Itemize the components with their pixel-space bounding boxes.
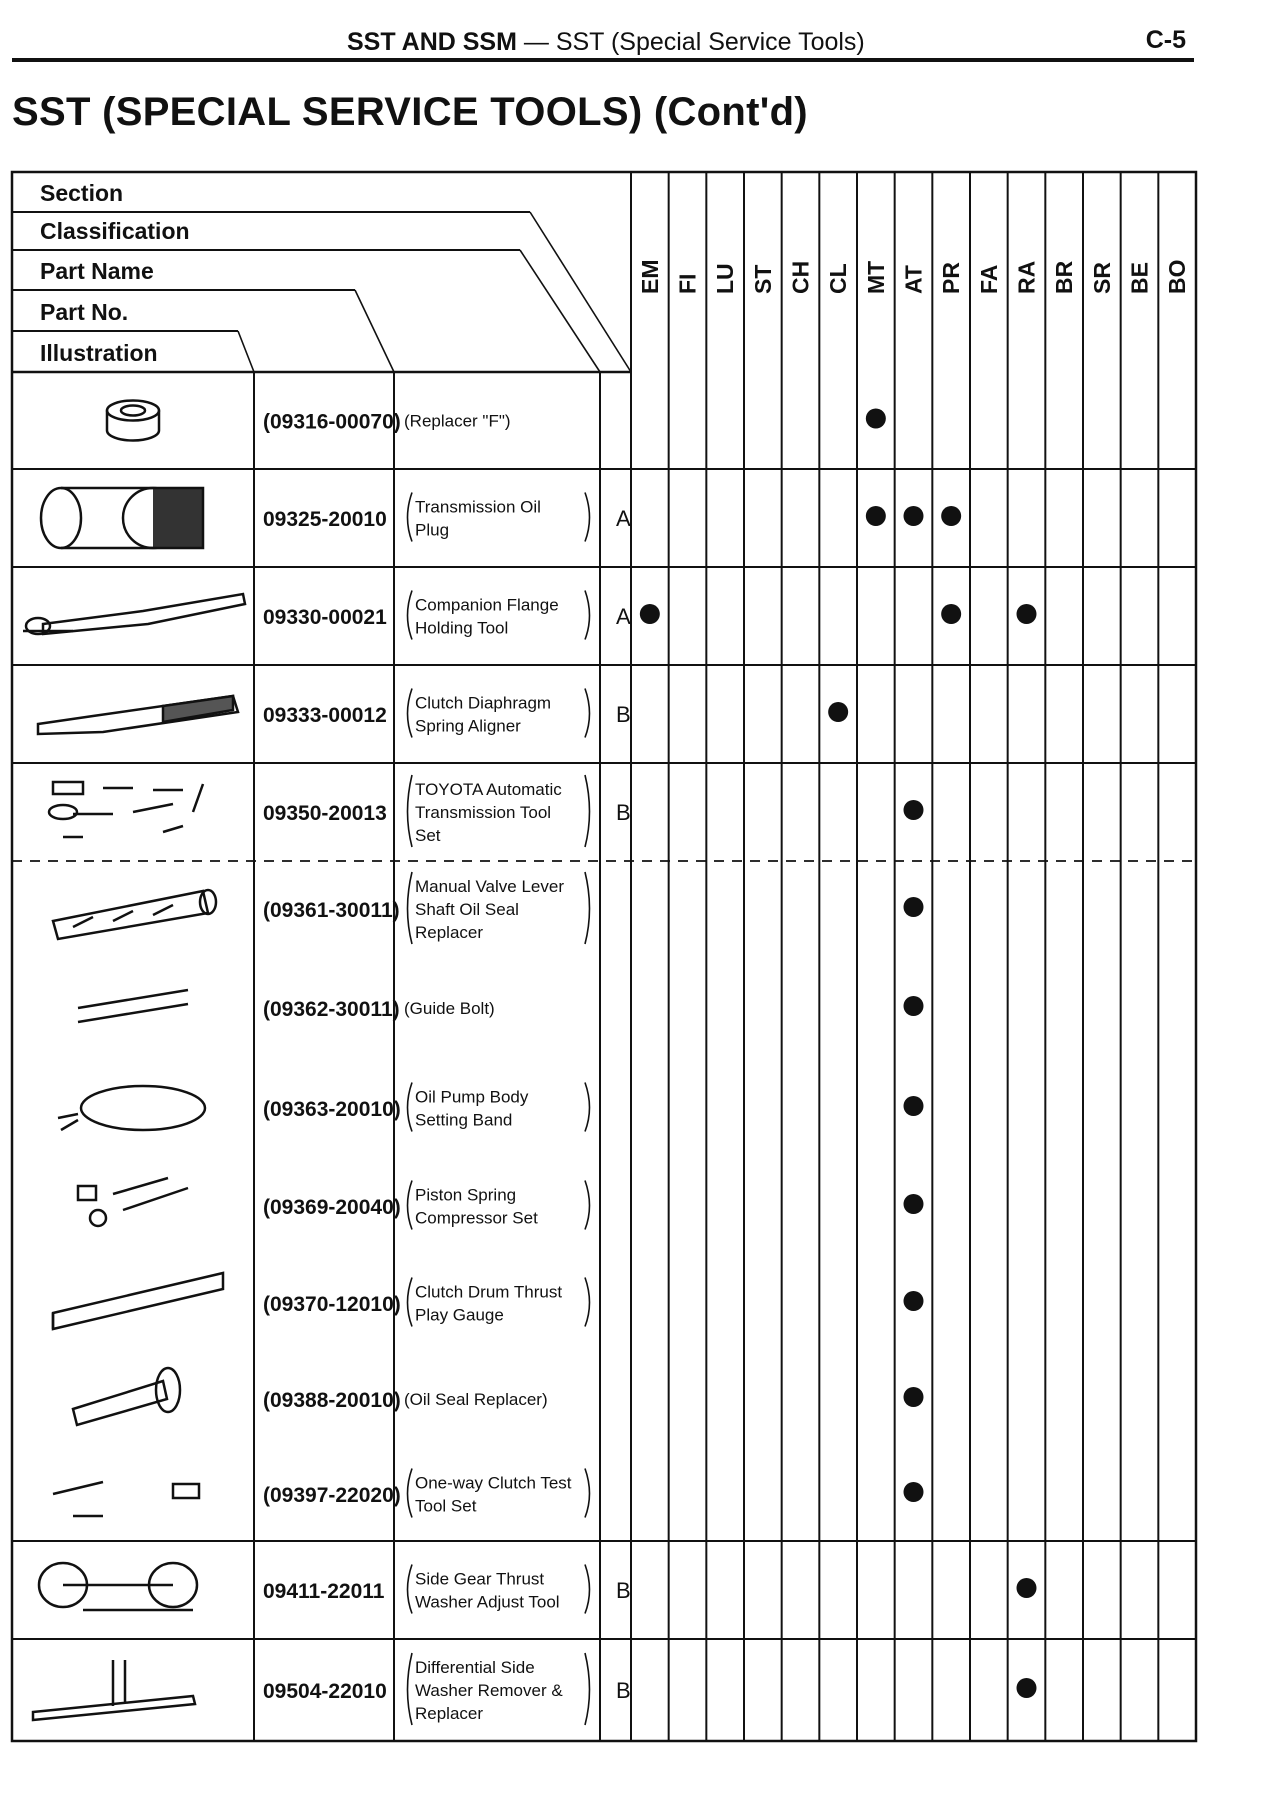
part-name-line: Differential Side [415,1658,535,1677]
section-label-fi: FI [674,273,701,294]
section-label-mt: MT [862,260,889,294]
header-label-part-name: Part Name [40,258,154,284]
part-number: (09363-20010) [263,1098,401,1121]
part-number: (09370-12010) [263,1293,401,1316]
part-name-line: Manual Valve Lever [415,877,564,896]
header-diagonal [355,290,394,372]
oil-seal-replacer-icon [73,1368,180,1425]
bracket-right [585,591,590,640]
mark-dot-mt [866,506,886,526]
part-name-line: Set [415,826,441,845]
bracket-right [585,1653,590,1725]
bracket-left [408,1653,413,1725]
section-label-sr: SR [1088,262,1115,294]
header-diagonal [238,331,254,372]
page-number: C-5 [1145,26,1186,54]
part-name-line: One-way Clutch Test [415,1473,572,1493]
tool-set-icon [49,782,203,837]
bracket-right [585,1083,590,1132]
part-number: (09362-30011) [263,998,400,1021]
part-name-line: Shaft Oil Seal [415,900,519,919]
part-name-line: Transmission Oil [415,497,541,517]
section-label-ch: CH [787,260,814,294]
part-number: 09330-00021 [263,606,387,629]
section-label-em: EM [636,259,663,294]
part-name-line: (Guide Bolt) [404,999,495,1018]
bracket-left [408,775,413,847]
part-name-line: Replacer [415,923,484,942]
classification-label: B [616,1578,631,1603]
part-number: 09333-00012 [263,704,387,727]
part-name-line: Side Gear Thrust [415,1569,545,1589]
section-label-be: BE [1126,262,1153,294]
section-label-at: AT [900,265,927,294]
mark-dot-pr [941,506,961,526]
bracket-left [408,591,413,640]
mark-dot-cl [828,702,848,722]
bracket-left [408,1565,413,1614]
part-name-line: Setting Band [415,1110,513,1130]
part-name-line: Companion Flange [415,595,559,615]
bracket-right [585,1565,590,1614]
bracket-right [585,1469,590,1518]
part-name-line: Compressor Set [415,1208,538,1228]
part-name-line: Piston Spring [415,1185,517,1205]
bracket-right [585,689,590,738]
mark-dot-at [904,800,924,820]
section-label-lu: LU [712,263,739,294]
play-gauge-icon [53,1273,223,1329]
part-number: 09504-22010 [263,1680,387,1703]
compressor-set-icon [78,1178,188,1226]
mark-dot-at [904,1291,924,1311]
mark-dot-at [904,1482,924,1502]
part-name-line: Holding Tool [415,618,509,638]
guide-bolt-icon [78,990,188,1022]
part-name-line: Spring Aligner [415,716,521,736]
part-name-line: Washer Remover & [415,1681,563,1700]
mark-dot-em [640,604,660,624]
section-label-br: BR [1051,260,1078,294]
bracket-right [585,775,590,847]
section-label-st: ST [749,264,776,294]
oil-plug-icon [41,488,203,548]
page-title: SST (SPECIAL SERVICE TOOLS) (Cont'd) [12,90,808,134]
header-label-classification: Classification [40,218,190,244]
header-prefix: SST AND SSM [347,28,517,56]
mark-dot-pr [941,604,961,624]
part-name-line: Tool Set [415,1496,477,1516]
header-diagonal [520,250,600,372]
part-number: (09369-20040) [263,1196,401,1219]
mark-dot-at [904,1096,924,1116]
mark-dot-ra [1017,1678,1037,1698]
header-label-section: Section [40,180,124,206]
replacer-f-icon [107,401,159,441]
part-name-line: Transmission Tool [415,803,552,822]
classification-label: A [616,604,631,629]
mark-dot-at [904,897,924,917]
section-label-fa: FA [975,264,1002,294]
section-label-pr: PR [938,262,965,294]
washer-remover-icon [33,1660,195,1720]
mark-dot-at [904,996,924,1016]
part-name-line: Oil Pump Body [415,1087,529,1107]
bracket-left [408,493,413,542]
part-name-line: Clutch Diaphragm [415,693,552,713]
bracket-left [408,1469,413,1518]
part-name-line: Replacer [415,1704,484,1723]
part-name-line: Clutch Drum Thrust [415,1282,563,1302]
part-name-line: (Replacer "F") [404,411,511,431]
clutch-test-tool-icon [53,1482,199,1516]
part-name-line: (Oil Seal Replacer) [404,1390,548,1409]
part-number: (09388-20010) [263,1389,401,1412]
section-label-ra: RA [1013,260,1040,294]
bracket-right [585,1278,590,1327]
header-label-illustration: Illustration [40,340,158,366]
table-frame [12,172,1196,1741]
header-dash: — [523,28,549,56]
bracket-left [408,1083,413,1132]
spring-aligner-icon [38,696,238,734]
header-diagonal [530,212,631,372]
part-number: 09350-20013 [263,802,387,825]
part-name-line: Play Gauge [415,1305,504,1325]
mark-dot-at [904,1194,924,1214]
mark-dot-at [904,1387,924,1407]
mark-dot-at [904,506,924,526]
bracket-left [408,872,413,944]
section-label-bo: BO [1164,259,1191,294]
bracket-left [408,1181,413,1230]
part-name-line: TOYOTA Automatic [415,780,562,799]
bracket-left [408,689,413,738]
bracket-left [408,1278,413,1327]
bracket-right [585,1181,590,1230]
bracket-right [585,493,590,542]
seal-replacer-icon [53,890,216,939]
part-number: (09361-30011) [263,899,400,922]
part-name-line: Washer Adjust Tool [415,1592,560,1612]
part-number: (09397-22020) [263,1484,401,1507]
part-number: 09325-20010 [263,508,387,531]
part-number: (09316-00070) [263,410,401,434]
adjust-tool-icon [39,1563,197,1610]
mark-dot-mt [866,409,886,429]
header-suffix: SST (Special Service Tools) [555,28,865,56]
classification-label: B [616,1678,631,1703]
classification-label: B [616,702,631,727]
classification-label: A [616,506,631,531]
mark-dot-ra [1017,604,1037,624]
header-label-part-no: Part No. [40,299,129,325]
part-number: 09411-22011 [263,1580,385,1603]
section-label-cl: CL [825,263,852,294]
bracket-right [585,872,590,944]
part-name-line: Plug [415,520,450,540]
setting-band-icon [58,1086,205,1130]
classification-label: B [616,800,631,825]
holding-tool-icon [23,594,245,634]
mark-dot-ra [1017,1578,1037,1598]
